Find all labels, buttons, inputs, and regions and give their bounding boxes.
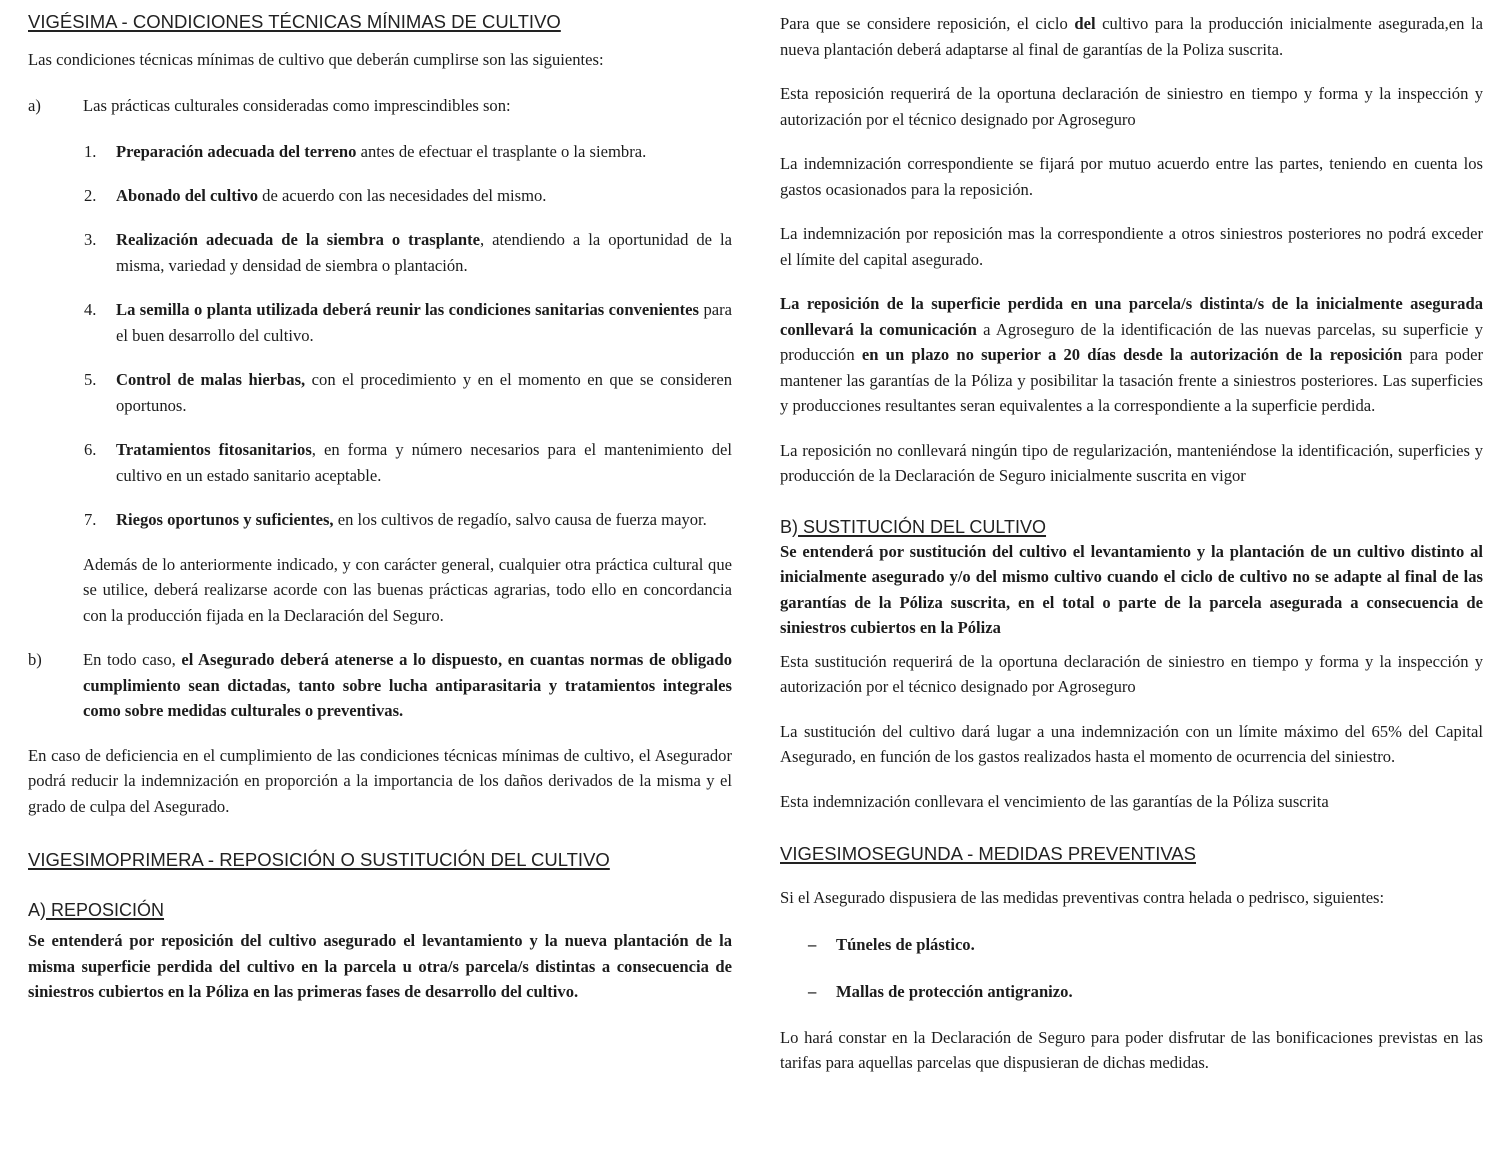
reposicion-declaracion-paragraph: Esta reposición requerirá de la oportuna declaración de siniestro en tiempo y forma y la inspección y autorización por el técnico designado por Agroseguro: [780, 84, 1483, 129]
reposicion-ciclo-rest: cultivo para la producción inicialmente asegurada,en la nueva plantación deberá adaptarse al final de garantías de la Poliza suscrita.: [780, 14, 1483, 59]
heading-vigesima: VIGÉSIMA - CONDICIONES TÉCNICAS MÍNIMAS DE CULTIVO: [28, 11, 561, 32]
medidas-intro-paragraph: Si el Asegurado dispusiera de las medidas preventivas contra helada o pedrisco, siguientes:: [780, 888, 1385, 907]
list-item-number: 6.: [84, 440, 97, 459]
heading-sustitucion-title: SUSTITUCIÓN DEL CULTIVO: [798, 516, 1047, 537]
intro-paragraph: Las condiciones técnicas mínimas de cultivo que deberán cumplirse son las siguientes:: [28, 50, 604, 69]
list-item-bold: La semilla o planta utilizada deberá reunir las condiciones sanitarias convenientes: [116, 300, 700, 319]
reposicion-superficie-bold-2: en un plazo no superior a 20 días desde la autorización de la reposición: [861, 345, 1403, 364]
list-item: [84, 367, 732, 418]
sustitucion-indemnizacion-paragraph: La sustitución del cultivo dará lugar a una indemnización con un límite máximo del 65% del Capital Asegurado, en función de los gastos realizados hasta el momento de ocurrencia del siniestro.: [780, 721, 1483, 766]
list-item-bold: Abonado del cultivo: [116, 185, 258, 205]
item-a-text: Las prácticas culturales consideradas como imprescindibles son:: [83, 95, 511, 115]
list-item: [84, 437, 732, 488]
bullet-text: Túneles de plástico.: [836, 934, 975, 954]
reposicion-ciclo-bold: del: [1074, 14, 1096, 33]
heading-reposicion-title: REPOSICIÓN: [46, 900, 165, 920]
list-item-bold: Realización adecuada de la siembra o trasplante: [116, 230, 481, 249]
list-item-text: para el buen desarrollo del cultivo.: [116, 300, 732, 345]
left-column: [28, 0, 732, 1005]
reposicion-superficie-paragraph: [780, 291, 1483, 419]
item-b-bold: el Asegurado deberá atenerse a lo dispuesto, en cuantas normas de obligado cumplimiento sean dictadas, tanto sobre lucha antiparasitaria y tratamientos integrales como sobre medidas culturales o preventivas.: [83, 650, 732, 720]
heading-sustitucion: [780, 516, 1483, 538]
item-b-label: b): [28, 650, 42, 669]
heading-reposicion-prefix: A): [28, 900, 46, 920]
list-item: [84, 227, 732, 278]
list-item-text: , atendiendo a la oportunidad de la misma, variedad y densidad de siembra o plantación.: [116, 230, 732, 275]
bullet-dash: –: [808, 934, 817, 954]
heading-reposicion: [28, 899, 732, 921]
list-item-number: 1.: [84, 142, 97, 161]
heading-sustitucion-prefix: B): [780, 516, 798, 537]
reposicion-superficie-bold-1: La reposición de la superficie perdida en una parcela/s distinta/s de la inicialmente asegurada conllevará la comunicación: [780, 294, 1483, 339]
list-item-text: con el procedimiento y en el momento en que se consideren oportunos.: [116, 370, 732, 415]
list-item-text: de acuerdo con las necesidades del mismo.: [258, 185, 547, 205]
sustitucion-vencimiento-paragraph: Esta indemnización conllevara el vencimiento de las garantías de la Póliza suscrita: [780, 791, 1329, 811]
ademas-paragraph: Además de lo anteriormente indicado, y con carácter general, cualquier otra práctica cultural que se utilice, deberá realizarse acorde con las buenas prácticas agrarias, todo ello en concordancia con la producción fijada en la Declaración del Seguro.: [83, 554, 732, 625]
right-column: [780, 0, 1483, 1076]
list-item: [84, 183, 732, 209]
bullet-item: [808, 979, 1483, 1005]
list-item: [84, 139, 732, 165]
bullet-text: Mallas de protección antigranizo.: [836, 982, 1073, 1001]
list-item-bold: Preparación adecuada del terreno: [116, 142, 357, 161]
list-item-number: 4.: [84, 300, 97, 319]
list-item-number: 3.: [84, 230, 97, 249]
list-item-text: antes de efectuar el trasplante o la siembra.: [356, 142, 647, 161]
reposicion-limite-paragraph: La indemnización por reposición mas la correspondiente a otros siniestros posteriores no podrá exceder el límite del capital asegurado.: [780, 224, 1483, 269]
reposicion-superficie-text-1: a Agroseguro de la identificación de las nuevas parcelas, su superficie y producción: [780, 319, 1483, 364]
reposicion-definition: Se entenderá por reposición del cultivo asegurado el levantamiento y la nueva plantación de la misma superficie perdida del cultivo en la parcela u otra/s parcela/s distintas a consecuencia de siniestros cubiertos en la Póliza en las primeras fases de desarrollo del cultivo.: [28, 931, 732, 1001]
list-item-number: 5.: [84, 370, 97, 389]
item-b: [28, 647, 732, 724]
reposicion-ciclo-text: Para que se considere reposición, el ciclo: [780, 14, 1075, 33]
deficiencia-paragraph: En caso de deficiencia en el cumplimiento de las condiciones técnicas mínimas de cultivo, el Asegurador podrá reducir la indemnización en proporción a la importancia de los daños derivados de la misma y el grado de culpa del Asegurado.: [28, 745, 732, 816]
list-item-number: 2.: [84, 185, 97, 205]
list-item: [84, 507, 732, 533]
sustitucion-declaracion-paragraph: Esta sustitución requerirá de la oportuna declaración de siniestro en tiempo y forma y la inspección y autorización por el técnico designado por Agroseguro: [780, 651, 1483, 696]
reposicion-indemnizacion-paragraph: La indemnización correspondiente se fijará por mutuo acuerdo entre las partes, teniendo en cuenta los gastos ocasionados para la reposición.: [780, 154, 1483, 199]
reposicion-regularizacion-paragraph: La reposición no conllevará ningún tipo de regularización, manteniéndose la identificación, superficies y producción de la Declaración de Seguro inicialmente suscrita en vigor: [780, 440, 1483, 485]
bullet-dash: –: [808, 982, 817, 1001]
sustitucion-definition: Se entenderá por sustitución del cultivo el levantamiento y la plantación de un cultivo distinto al inicialmente asegurado y/o del mismo cultivo cuando el ciclo de cultivo no se adapte al final de las garantías de la Póliza suscrita, en el total o parte de la parcela asegurada a consecuencia de siniestros cubiertos en la Póliza: [780, 541, 1483, 637]
item-a: [28, 93, 732, 119]
list-item-text: en los cultivos de regadío, salvo causa de fuerza mayor.: [333, 510, 707, 529]
list-item-text: , en forma y número necesarios para el mantenimiento del cultivo en un estado sanitario aceptable.: [116, 440, 732, 485]
item-b-text: En todo caso,: [83, 650, 182, 669]
list-item-bold: Riegos oportunos y suficientes,: [116, 510, 334, 529]
list-item-bold: Tratamientos fitosanitarios: [116, 440, 312, 459]
list-item: [84, 297, 732, 348]
reposicion-ciclo-paragraph: [780, 11, 1483, 62]
heading-vigesimosegunda: VIGESIMOSEGUNDA - MEDIDAS PREVENTIVAS: [780, 843, 1196, 864]
heading-vigesimoprimera: VIGESIMOPRIMERA - REPOSICIÓN O SUSTITUCIÓN DEL CULTIVO: [28, 849, 610, 870]
list-item-number: 7.: [84, 510, 97, 529]
bullet-item: [808, 932, 1483, 958]
list-item-bold: Control de malas hierbas,: [116, 370, 306, 389]
item-a-label: a): [28, 95, 41, 115]
medidas-bonificaciones-paragraph: Lo hará constar en la Declaración de Seguro para poder disfrutar de las bonificaciones previstas en las tarifas para aquellas parcelas que dispusieran de dichas medidas.: [780, 1027, 1483, 1072]
reposicion-superficie-text-2: para poder mantener las garantías de la Póliza y posibilitar la tasación frente a siniestros posteriores. Las superficies y producciones resultantes seran equivalentes a la correspondiente a la superficie perdida.: [780, 345, 1484, 415]
